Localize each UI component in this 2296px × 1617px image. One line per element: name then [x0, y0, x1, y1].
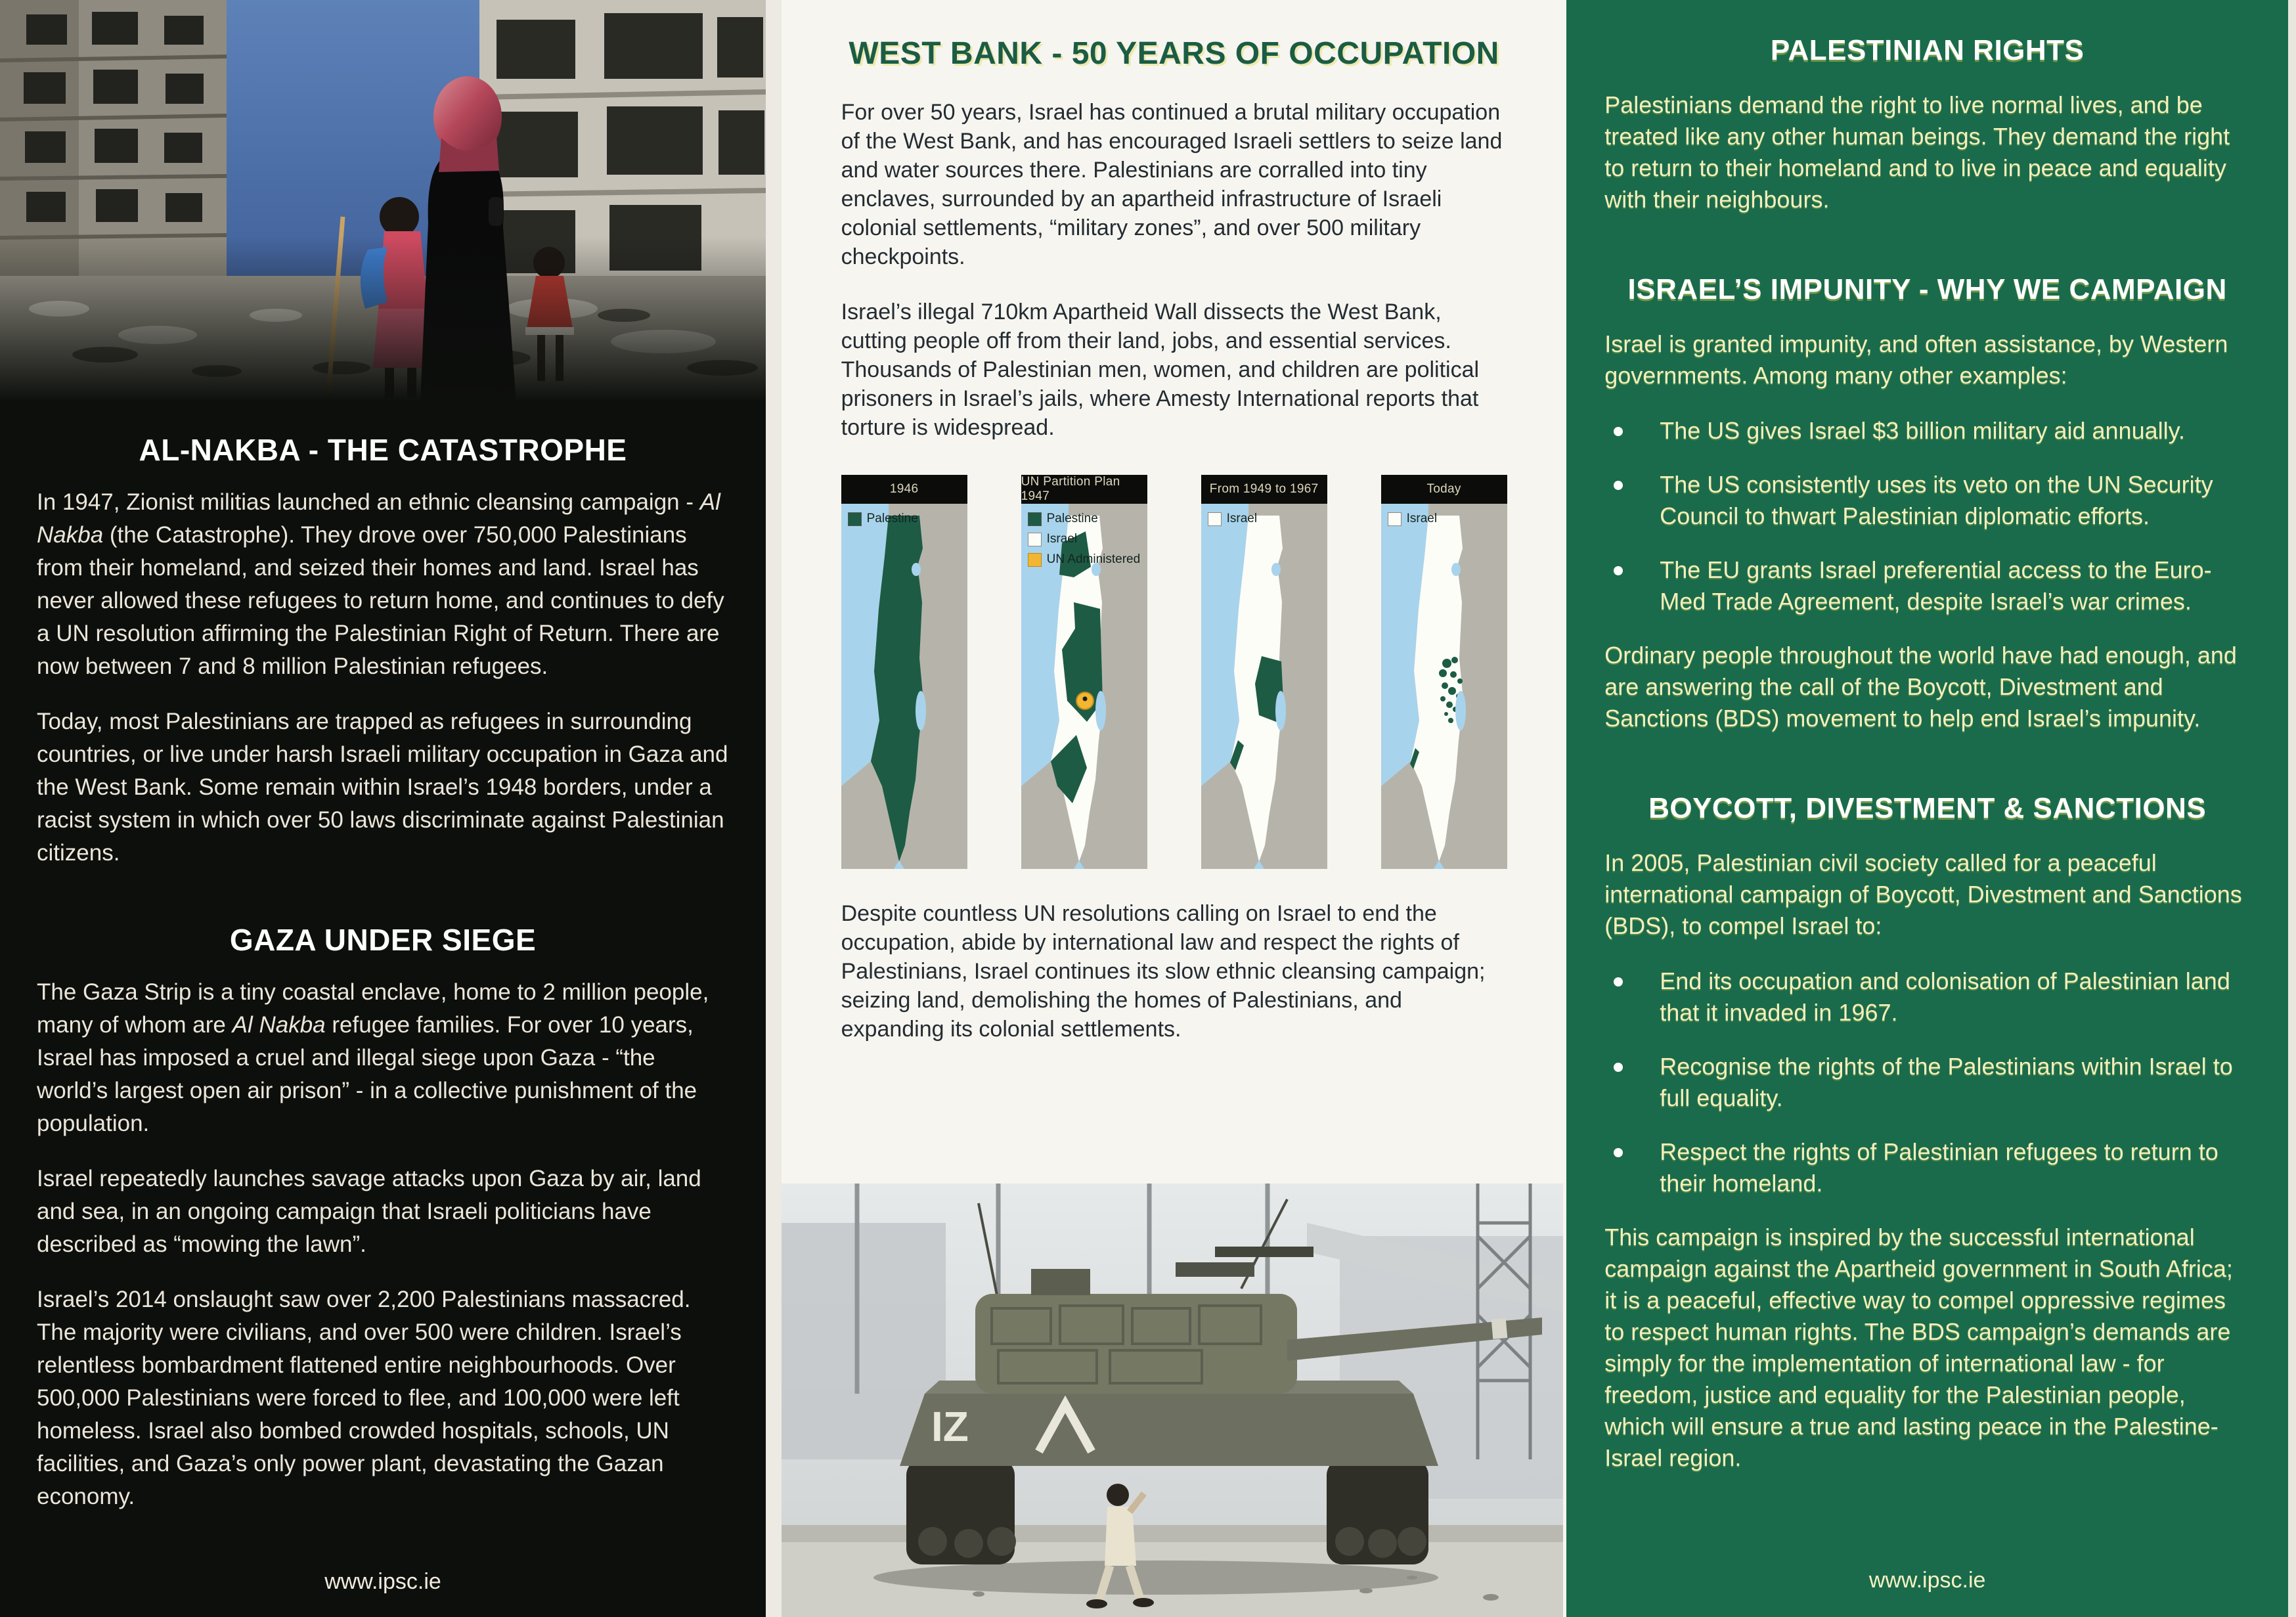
legend-label: Israel — [1406, 512, 1438, 525]
bullet-dot — [1614, 1063, 1623, 1072]
map-un-partition-title: UN Partition Plan 1947 — [1021, 475, 1147, 504]
al-nakba-paragraph-1: In 1947, Zionist militias launched an ethnic cleansing campaign - Al Nakba (the Catastrophe). They drove over 750,000 Palestinians from their homeland, and seized their homes and land. Israel has never allowed these refugees to return home, and continues to defy a UN resolution affirming the Palestinian Right of Return. There are now between 7 and 8 million Palestinian refugees. — [37, 489, 724, 679]
heading-palestinian-rights: PALESTINIAN RIGHTS — [1770, 34, 2085, 66]
bullet-dot — [1614, 977, 1623, 986]
map-today-title: Today — [1381, 475, 1507, 504]
palestine-loss-of-land-maps — [841, 475, 1507, 869]
map-today-graphic — [1381, 504, 1507, 869]
bullet-text: The US consistently uses its veto on the UN Security Council to thwart Palestinian diplomatic efforts. — [1660, 471, 2213, 529]
legend-swatch-un-administered — [1028, 553, 1042, 567]
heading-west-bank: WEST BANK - 50 YEARS OF OCCUPATION — [849, 36, 1499, 71]
panel-west-bank — [766, 0, 1566, 1617]
map-1949-1967-title: From 1949 to 1967 — [1201, 475, 1327, 504]
bullet-text: End its occupation and colonisation of Palestinian land that it invaded in 1967. — [1660, 967, 2230, 1026]
heading-bds: BOYCOTT, DIVESTMENT & SANCTIONS — [1648, 792, 2207, 824]
heading-al-nakba: AL-NAKBA - THE CATASTROPHE — [139, 433, 627, 467]
gaza-paragraph-1: The Gaza Strip is a tiny coastal enclave, home to 2 million people, many of whom are Al Nakba refugee families. For over 10 years, Israel has imposed a cruel and illegal siege upon Gaza - “the world’s largest open air prison” - in a collective punishment of the population. — [37, 979, 709, 1136]
legend-label: Palestine — [866, 512, 918, 525]
panel-palestinian-rights — [1566, 0, 2296, 1617]
website-right: www.ipsc.ie — [1868, 1568, 1986, 1593]
impunity-intro: Israel is granted impunity, and often assistance, by Western governments. Among many other examples: — [1604, 330, 2228, 389]
gaza-paragraph-2: Israel repeatedly launches savage attacks upon Gaza by air, land and sea, in an ongoing campaign that Israeli politicians have described as “mowing the lawn”. — [37, 1166, 701, 1257]
map-1949-1967-graphic — [1201, 504, 1327, 869]
map-1946-title: 1946 — [841, 475, 967, 504]
bds-closing-paragraph: This campaign is inspired by the successful international campaign against the Apartheid government in South Africa; it is a peaceful, effective way to compel oppressive regimes to respect human rights. The BDS campaign’s demands are simply for the implementation of international law - for freedom, justice and equality for the Palestinian people, which will ensure a true and lasting peace in the Palestine-Israel region. — [1604, 1224, 2233, 1471]
bds-bullet-2 — [1604, 1051, 2250, 1114]
legend-swatch-israel — [1208, 512, 1222, 526]
al-nakba-paragraph-2: Today, most Palestinians are trapped as refugees in surrounding countries, or live under harsh Israeli military occupation in Gaza and the West Bank. Some remain within Israel’s 1948 borders, under a racist system in which over 50 laws discriminate against Palestinian citizens. — [37, 709, 728, 866]
bullet-text: The US gives Israel $3 billion military aid annually. — [1660, 417, 2185, 444]
impunity-bullet-2 — [1604, 469, 2250, 532]
gaza-rubble-illustration — [0, 0, 766, 402]
panel-al-nakba — [0, 0, 766, 1617]
bds-call-paragraph: Ordinary people throughout the world have had enough, and are answering the call of the Boycott, Divestment and Sanctions (BDS) movement to help end Israel’s impunity. — [1604, 642, 2237, 732]
map-1949-1967 — [1201, 475, 1327, 869]
west-bank-paragraph-2: Israel’s illegal 710km Apartheid Wall dissects the West Bank, cutting people off from their land, jobs, and essential services. Thousands of Palestinian men, women, and children are political prisoners in Israel’s jails, where Amesty International reports that torture is widespread. — [841, 299, 1480, 440]
map-1946-graphic — [841, 504, 967, 869]
bullet-text: Recognise the rights of the Palestinians within Israel to full equality. — [1660, 1053, 2233, 1111]
legend-swatch-israel — [1388, 512, 1402, 526]
bullet-text: Respect the rights of Palestinian refugees to return to their homeland. — [1660, 1138, 2219, 1197]
website-left: www.ipsc.ie — [324, 1569, 441, 1594]
legend-swatch-palestine — [1028, 512, 1042, 526]
tank-and-child-illustration — [782, 1184, 1563, 1617]
legend-label: Israel — [1046, 532, 1078, 546]
bds-intro: In 2005, Palestinian civil society called for a peaceful international campaign of Boycott, Divestment and Sanctions (BDS), to compel Israel to: — [1604, 849, 2242, 939]
map-un-partition-1947 — [1021, 475, 1147, 869]
photo-gaza-rubble — [0, 0, 766, 402]
legend-label: Palestine — [1046, 512, 1098, 525]
bullet-dot — [1614, 427, 1623, 436]
photo-tank-and-child — [782, 1184, 1566, 1617]
legend-label: Israel — [1226, 512, 1258, 525]
bds-bullet-3 — [1604, 1136, 2250, 1199]
west-bank-paragraph-3: Despite countless UN resolutions calling on Israel to end the occupation, abide by international law and respect the rights of Palestinians, Israel continues its slow ethnic cleansing campaign; seizing land, demolishing the homes of Palestinians, and expanding its colonial settlements. — [841, 901, 1486, 1042]
legend-swatch-palestine — [848, 512, 862, 526]
impunity-bullet-1 — [1604, 415, 2250, 447]
map-today — [1381, 475, 1507, 869]
gaza-paragraph-3: Israel’s 2014 onslaught saw over 2,200 Palestinians massacred. The majority were civilians, and over 500 were children. Israel’s relentless bombardment flattened entire neighbourhoods. Over 500,000 Palestinians were forced to flee, and 100,000 were left homeless. Israel also bombed crowded hospitals, schools, UN facilities, and Gaza’s only power plant, devastating the Gazan economy. — [37, 1287, 691, 1509]
heading-israels-impunity: ISRAEL’S IMPUNITY - WHY WE CAMPAIGN — [1627, 273, 2227, 305]
tank-marking: IZ — [931, 1403, 969, 1450]
west-bank-paragraph-1: For over 50 years, Israel has continued a brutal military occupation of the West Bank, and has encouraged Israeli settlers to seize land and water sources there. Palestinians are corralled into tiny enclaves, surrounded by an apartheid infrastructure of Israeli colonial settlements, “military zones”, and over 500 military checkpoints. — [841, 100, 1503, 269]
impunity-bullet-3 — [1604, 554, 2250, 617]
map-1946 — [841, 475, 967, 869]
bds-bullet-1 — [1604, 965, 2250, 1029]
rights-paragraph: Palestinians demand the right to live normal lives, and be treated like any other human beings. They demand the right to return to their homeland and to live in peace and equality with their neighbours. — [1604, 91, 2230, 213]
legend-label: UN Administered — [1046, 552, 1141, 566]
bullet-text: The EU grants Israel preferential access to the Euro-Med Trade Agreement, despite Israel’s war crimes. — [1660, 556, 2212, 615]
bullet-dot — [1614, 1148, 1623, 1157]
bullet-dot — [1614, 481, 1623, 490]
legend-swatch-israel — [1028, 533, 1042, 546]
heading-gaza-under-siege: GAZA UNDER SIEGE — [229, 923, 537, 957]
bullet-dot — [1614, 566, 1623, 575]
